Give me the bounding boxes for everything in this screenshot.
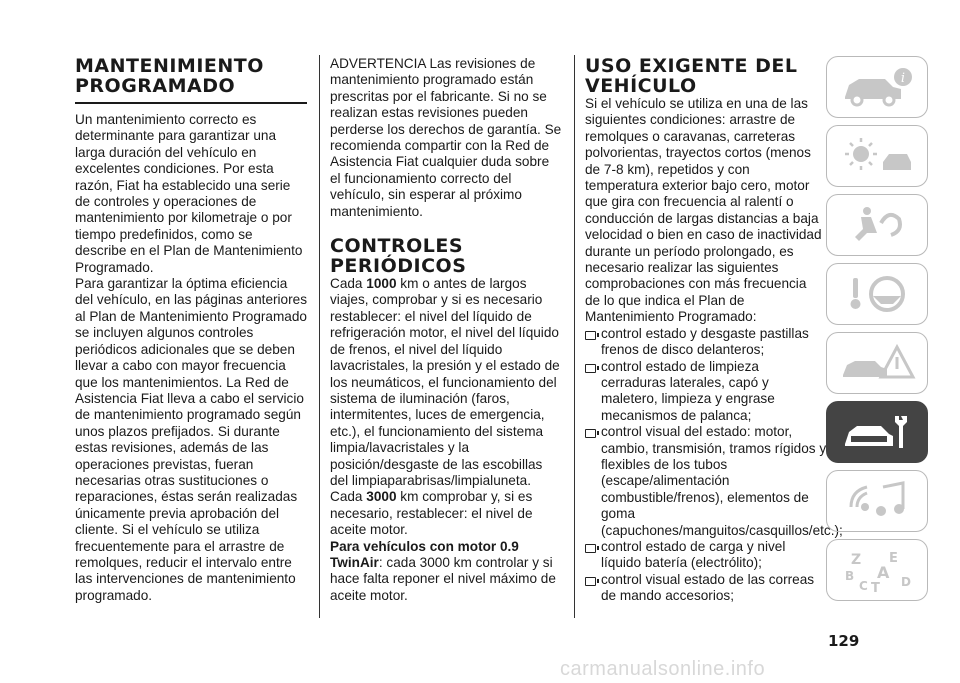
text-span: km o antes de largos viajes, comprobar y si es necesario restablecer: el nivel del líquido de refrigeración motor, el nivel del líquido de frenos, el nivel del líquido lavacristales, la presión y el estado de los neumáticos, el funcionamiento del sistema de iluminación (faros, intermitentes, luces de emergencia, etc.), el funcionamiento del sistema limpia/lavacristales y la posición/desgaste de las escobillas del limpiaparabrisas/limpialuneta. [330, 276, 560, 488]
lights-icon [837, 132, 917, 180]
column-maintenance [75, 56, 307, 604]
column-divider [319, 55, 320, 618]
chapter-sidebar [826, 56, 928, 608]
watermark: carmanualsonline.info [560, 658, 766, 680]
subheading: Para vehículos con motor 0.9 TwinAir [330, 538, 519, 570]
warning-paragraph: ADVERTENCIA Las revisiones de mantenimiento programado están prescritas por el fabricante. Si no se realizan estas revisiones pueden perderse los derechos de garantía. Se recomienda compartir con la Red de Asistencia Fiat cualquier duda sobre el funcionamiento correcto del vehículo, sin esperar al próximo mantenimiento. [330, 56, 562, 219]
index-letter: D [901, 575, 911, 589]
section-title-line2: PROGRAMADO [75, 75, 236, 97]
page-number: 129 [828, 632, 860, 650]
tab-emergency[interactable] [826, 332, 928, 394]
paragraph: Para garantizar la óptima eficiencia del vehículo, en las páginas anteriores al Plan de Mantenimiento Programado se incluyen algunos controles periódicos adicionales que se deben llevar a cabo con mayor frecuencia que los mantenimientos. La Red de Asistencia Fiat lleva a cabo el servicio de mantenimiento programado según unos plazos prefijados. Si durante estas revisiones, además de las operaciones previstas, fueran necesarias otras sustituciones o reparaciones, éstas serán realizadas únicamente previa aprobación del cliente. Si el vehículo se utiliza frecuentemente para el arrastre de remolques, reducir el intervalo entre las intervenciones de mantenimiento programado. [75, 276, 307, 603]
bullet-icon [585, 544, 596, 553]
car-warning-icon [837, 339, 917, 387]
index-letter: Z [851, 552, 862, 568]
section-title-line1: USO EXIGENTE DEL [585, 55, 798, 77]
paragraph [330, 489, 562, 538]
paragraph: Un mantenimiento correcto es determinante para garantizar una larga duración del vehículo en excelentes condiciones. Por esta razón, Fiat ha establecido una serie de controles y operaciones de mantenimiento por kilometraje o por tiempo predefinidos, como se describe en el Plan de Mantenimiento Programado. [75, 112, 303, 275]
index-letter: C [859, 579, 868, 593]
text-span: : cada 3000 km controlar y si hace falta reponer el nivel máximo de aceite motor. [330, 554, 556, 603]
tab-maintenance[interactable] [826, 401, 928, 463]
text-span: km comprobar y, si es necesario, restablecer: el nivel de aceite motor. [330, 489, 533, 538]
steering-key-icon [837, 270, 917, 318]
tab-multimedia[interactable] [826, 470, 928, 532]
airbag-seat-icon [837, 201, 917, 249]
bullet-icon [585, 429, 596, 438]
section-title-line1: MANTENIMIENTO [75, 55, 264, 77]
index-letter: E [889, 551, 898, 566]
km-value: 1000 [366, 276, 397, 292]
list-item-text: control visual estado de las correas de mando accesorios; [601, 571, 815, 604]
list-item [585, 424, 843, 539]
list-item [585, 326, 823, 359]
list-item-text: control estado de limpieza cerraduras laterales, capó y maletero, limpieza y engrase mecanismos de palanca; [601, 358, 775, 423]
section-title-line2: VEHÍCULO [585, 75, 697, 97]
list-item-text: control estado de carga y nivel líquido batería (electrólito); [601, 538, 786, 571]
paragraph [330, 539, 562, 605]
tab-lights[interactable] [826, 125, 928, 187]
car-info-icon [837, 63, 917, 111]
bullet-icon [585, 364, 596, 373]
title-rule [75, 102, 307, 104]
car-wrench-icon [837, 408, 917, 456]
list-item [585, 539, 823, 572]
section-title-line2: PERIÓDICOS [330, 255, 467, 278]
bullet-icon [585, 331, 596, 340]
media-icon [837, 477, 917, 525]
list-item-text: control estado y desgaste pastillas frenos de disco delanteros; [601, 325, 809, 358]
index-letters-icon [837, 546, 917, 594]
list-item-text: control visual del estado: motor, cambio, transmisión, tramos rígidos y flexibles de los tubos (escape/alimentación combustible/frenos), elementos de goma (capuchones/manguitos/casquillos/etc.); [601, 424, 843, 538]
tab-safety[interactable] [826, 194, 928, 256]
list-item [585, 359, 823, 425]
column-divider [574, 55, 575, 618]
svg-text:i: i [900, 71, 906, 86]
text-span: Cada [330, 276, 367, 292]
list-item [585, 572, 823, 605]
text-span: Cada [330, 489, 367, 505]
km-value: 3000 [366, 489, 397, 505]
bullet-icon [585, 577, 596, 586]
paragraph: Si el vehículo se utiliza en una de las siguientes condiciones: arrastre de remolques o caravanas, carreteras polvorientas, trayectos cortos (menos de 7-8 km), repetidos y con temperatura exterior bajo cero, motor que gira con frecuencia al ralentí o conducción de largas distancias a baja velocidad o bien en caso de inactividad durante un período prolongado, es necesario realizar las siguientes comprobaciones con más frecuencia de lo que indica el Plan de Mantenimiento Programado: [585, 96, 822, 325]
column-demanding-use [585, 55, 843, 605]
tab-car-info[interactable] [826, 56, 928, 118]
index-letter: T [871, 581, 880, 594]
tab-starting[interactable] [826, 263, 928, 325]
index-letter: B [845, 569, 855, 583]
paragraph [330, 276, 562, 489]
section-title-line1: CONTROLES [330, 235, 464, 258]
tab-index[interactable] [826, 539, 928, 601]
column-periodic-checks [330, 56, 562, 604]
index-letter: A [877, 563, 890, 582]
